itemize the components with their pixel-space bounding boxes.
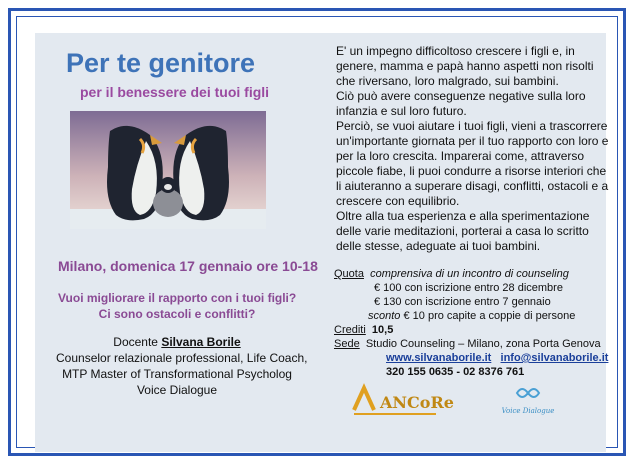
discount-row — [334, 309, 614, 323]
penguins-image — [70, 111, 266, 229]
docente-heading — [56, 334, 298, 350]
discount-text: € 10 pro capite a coppie di persone — [403, 310, 576, 322]
quota-label: Quota — [334, 268, 364, 280]
ancore-logo — [350, 380, 454, 420]
docente-line-2: MTP Master of Transformational Psycholog — [62, 367, 292, 381]
quota-heading — [334, 267, 614, 281]
contact-links — [334, 351, 614, 365]
voice-dialogue-logo — [500, 384, 556, 420]
page-subtitle: per il benessere dei tuoi figli — [80, 84, 270, 100]
sede-value: Studio Counseling – Milano, zona Porta Genova — [365, 338, 601, 350]
pricing-block — [334, 267, 614, 379]
price-2: € 130 con iscrizione entro 7 gennaio — [374, 296, 551, 308]
docente-name: Silvana Borile — [161, 335, 241, 349]
paragraph-1: E' un impegno difficoltoso crescere i figli e, in genere, mamma e papà hanno aspetti non risolti che riversano, loro malgrado, sui bambini. — [336, 44, 594, 88]
crediti-value: 10,5 — [371, 324, 394, 336]
ancore-logo-text: ANCoRe — [380, 393, 454, 412]
docente-label: Docente — [113, 335, 158, 349]
paragraph-2: Ciò può avere conseguenze negative sulla loro infanzia e sul loro futuro. — [336, 89, 586, 118]
website-link[interactable]: www.silvanaborile.it — [386, 352, 492, 364]
question-2: Ci sono ostacoli e conflitti? — [98, 307, 256, 321]
price-1: € 100 con iscrizione entro 28 dicembre — [374, 282, 563, 294]
paragraph-4: Oltre alla tua esperienza e alla sperimentazione delle varie meditazioni, porterai a casa lo scritto delle stesse, adeguate ai tuoi bambini. — [336, 209, 590, 253]
crediti-label: Crediti — [334, 324, 366, 336]
question-1: Vuoi migliorare il rapporto con i tuoi figli? — [58, 291, 297, 305]
voice-dialogue-logo-text: Voice Dialogue — [501, 407, 555, 415]
docente-line-1: Counselor relazionale professional, Life Coach, — [56, 351, 308, 365]
phone-numbers: 320 155 0635 - 02 8376 761 — [386, 366, 525, 378]
docente-line-3: Voice Dialogue — [136, 383, 218, 397]
page-title: Per te genitore — [66, 48, 256, 78]
docente-block — [56, 334, 308, 398]
event-date: Milano, domenica 17 gennaio ore 10-18 — [58, 258, 318, 274]
crediti-row — [334, 323, 614, 337]
sede-label: Sede — [334, 338, 360, 350]
quota-description: comprensiva di un incontro di counseling — [370, 268, 569, 280]
email-link[interactable]: info@silvanaborile.it — [500, 352, 609, 364]
description-text — [336, 44, 611, 254]
questions-block — [58, 290, 296, 322]
sede-row — [334, 337, 614, 351]
discount-label: sconto — [368, 310, 401, 322]
paragraph-3: Perciò, se vuoi aiutare i tuoi figli, vieni a trascorrere un'importante giornata per il tuo rapporto con loro e per la loro crescita. Imparerai come, attraverso piccole fiabe, li puoi condurre a risorse interiori che li aiuteranno a superare disagi, conflitti, ostacoli e a crescere con equilibrio. — [336, 119, 609, 208]
